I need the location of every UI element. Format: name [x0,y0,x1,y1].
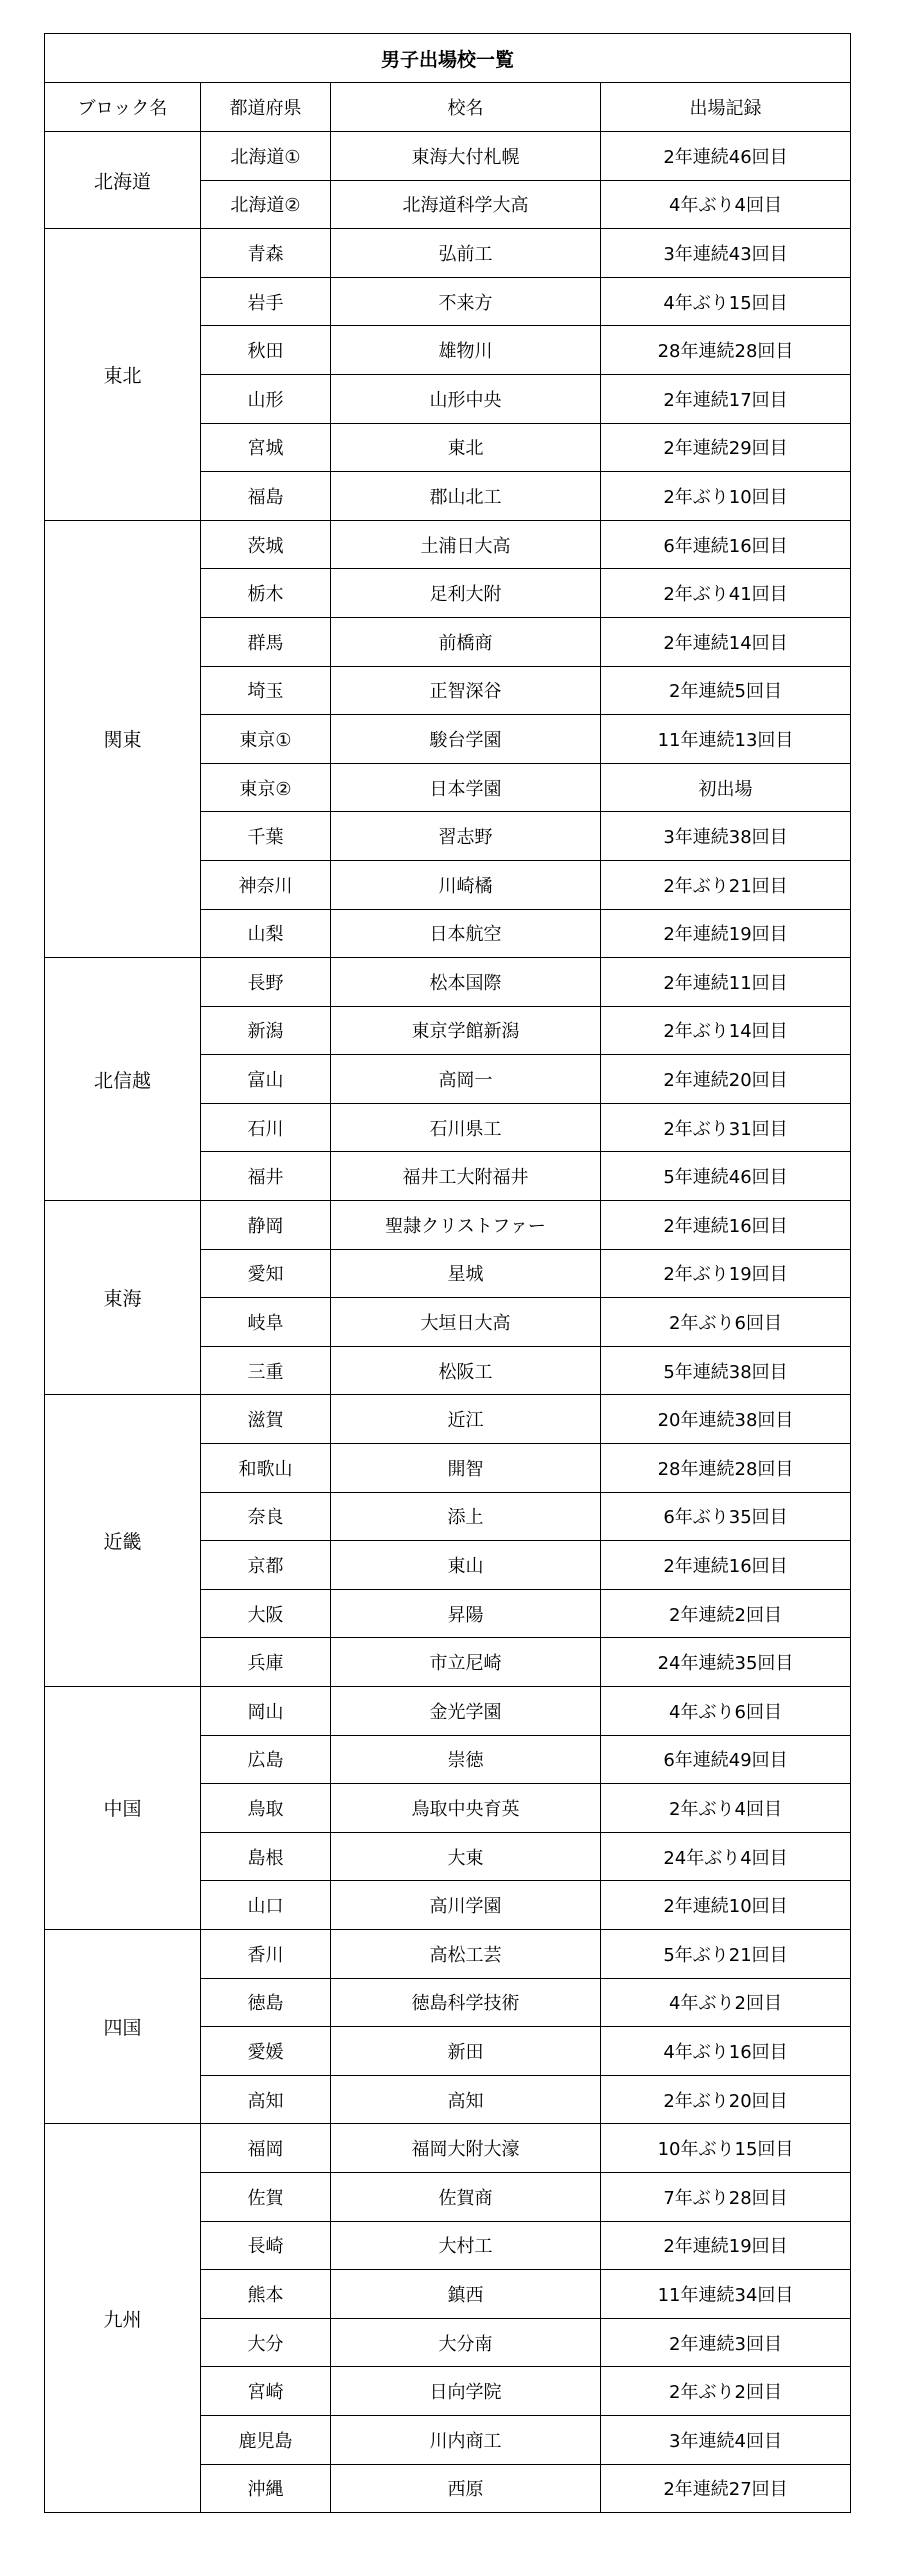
school-cell: 日本航空 [331,909,601,958]
school-cell: 日向学院 [331,2367,601,2416]
school-cell: 新田 [331,2027,601,2076]
school-cell: 松阪工 [331,1346,601,1395]
block-name-cell: 北海道 [45,132,201,229]
record-cell: 2年連続17回目 [601,374,851,423]
header-school: 校名 [331,83,601,132]
title-row [45,34,851,83]
prefecture-cell: 和歌山 [201,1444,331,1493]
school-cell: 習志野 [331,812,601,861]
table-row [45,229,851,278]
school-cell: 崇徳 [331,1735,601,1784]
record-cell: 2年連続2回目 [601,1589,851,1638]
school-cell: 松本国際 [331,958,601,1007]
school-cell: 佐賀商 [331,2172,601,2221]
record-cell: 5年連続46回目 [601,1152,851,1201]
table-body [45,132,851,2513]
prefecture-cell: 青森 [201,229,331,278]
record-cell: 6年ぶり35回目 [601,1492,851,1541]
record-cell: 2年連続11回目 [601,958,851,1007]
block-name-cell: 東北 [45,229,201,521]
prefecture-cell: 愛知 [201,1249,331,1298]
record-cell: 2年連続46回目 [601,132,851,181]
block-name-cell: 近畿 [45,1395,201,1687]
school-cell: 足利大附 [331,569,601,618]
school-cell: 東京学館新潟 [331,1006,601,1055]
school-cell: 鳥取中央育英 [331,1784,601,1833]
prefecture-cell: 神奈川 [201,860,331,909]
prefecture-cell: 滋賀 [201,1395,331,1444]
block-name-cell: 関東 [45,520,201,957]
prefecture-cell: 石川 [201,1103,331,1152]
prefecture-cell: 大阪 [201,1589,331,1638]
table-row [45,1687,851,1736]
prefecture-cell: 栃木 [201,569,331,618]
prefecture-cell: 東京① [201,715,331,764]
block-name-cell: 東海 [45,1201,201,1395]
prefecture-cell: 静岡 [201,1201,331,1250]
block-name-cell: 四国 [45,1929,201,2123]
record-cell: 2年連続16回目 [601,1541,851,1590]
table-row [45,1929,851,1978]
school-cell: 前橋商 [331,617,601,666]
prefecture-cell: 長野 [201,958,331,1007]
record-cell: 2年連続3回目 [601,2318,851,2367]
record-cell: 6年連続49回目 [601,1735,851,1784]
prefecture-cell: 徳島 [201,1978,331,2027]
prefecture-cell: 岩手 [201,277,331,326]
prefecture-cell: 愛媛 [201,2027,331,2076]
record-cell: 24年ぶり4回目 [601,1832,851,1881]
record-cell: 4年ぶり4回目 [601,180,851,229]
record-cell: 4年ぶり16回目 [601,2027,851,2076]
block-name-cell: 中国 [45,1687,201,1930]
record-cell: 28年連続28回目 [601,1444,851,1493]
prefecture-cell: 山形 [201,374,331,423]
record-cell: 2年ぶり4回目 [601,1784,851,1833]
table-row [45,1201,851,1250]
school-cell: 鎮西 [331,2270,601,2319]
table-row [45,2124,851,2173]
prefecture-cell: 鹿児島 [201,2415,331,2464]
school-cell: 東北 [331,423,601,472]
record-cell: 3年連続38回目 [601,812,851,861]
prefecture-cell: 北海道① [201,132,331,181]
prefecture-cell: 沖縄 [201,2464,331,2513]
prefecture-cell: 埼玉 [201,666,331,715]
prefecture-cell: 富山 [201,1055,331,1104]
school-cell: 北海道科学大高 [331,180,601,229]
record-cell: 11年連続13回目 [601,715,851,764]
prefecture-cell: 鳥取 [201,1784,331,1833]
school-cell: 西原 [331,2464,601,2513]
header-record: 出場記録 [601,83,851,132]
prefecture-cell: 長崎 [201,2221,331,2270]
school-cell: 高川学園 [331,1881,601,1930]
record-cell: 28年連続28回目 [601,326,851,375]
school-cell: 東山 [331,1541,601,1590]
record-cell: 2年連続19回目 [601,909,851,958]
school-cell: 福岡大附大濠 [331,2124,601,2173]
prefecture-cell: 高知 [201,2075,331,2124]
prefecture-cell: 茨城 [201,520,331,569]
prefecture-cell: 三重 [201,1346,331,1395]
prefecture-cell: 東京② [201,763,331,812]
prefecture-cell: 福島 [201,472,331,521]
header-row [45,83,851,132]
participants-table [44,33,851,2513]
school-cell: 大東 [331,1832,601,1881]
prefecture-cell: 北海道② [201,180,331,229]
prefecture-cell: 宮崎 [201,2367,331,2416]
record-cell: 2年連続19回目 [601,2221,851,2270]
school-cell: 正智深谷 [331,666,601,715]
header-block: ブロック名 [45,83,201,132]
school-cell: 開智 [331,1444,601,1493]
school-cell: 駿台学園 [331,715,601,764]
record-cell: 2年連続16回目 [601,1201,851,1250]
record-cell: 24年連続35回目 [601,1638,851,1687]
school-cell: 福井工大附福井 [331,1152,601,1201]
school-cell: 東海大付札幌 [331,132,601,181]
record-cell: 3年連続43回目 [601,229,851,278]
record-cell: 11年連続34回目 [601,2270,851,2319]
school-cell: 大分南 [331,2318,601,2367]
record-cell: 4年ぶり2回目 [601,1978,851,2027]
record-cell: 3年連続4回目 [601,2415,851,2464]
school-cell: 日本学園 [331,763,601,812]
table-title: 男子出場校一覧 [45,34,851,83]
record-cell: 2年ぶり6回目 [601,1298,851,1347]
school-cell: 近江 [331,1395,601,1444]
prefecture-cell: 秋田 [201,326,331,375]
block-name-cell: 北信越 [45,958,201,1201]
record-cell: 7年ぶり28回目 [601,2172,851,2221]
prefecture-cell: 福井 [201,1152,331,1201]
school-cell: 石川県工 [331,1103,601,1152]
header-prefecture: 都道府県 [201,83,331,132]
record-cell: 2年連続5回目 [601,666,851,715]
school-cell: 高知 [331,2075,601,2124]
record-cell: 初出場 [601,763,851,812]
prefecture-cell: 大分 [201,2318,331,2367]
record-cell: 2年ぶり41回目 [601,569,851,618]
prefecture-cell: 香川 [201,1929,331,1978]
school-cell: 昇陽 [331,1589,601,1638]
school-cell: 高松工芸 [331,1929,601,1978]
school-cell: 山形中央 [331,374,601,423]
record-cell: 10年ぶり15回目 [601,2124,851,2173]
prefecture-cell: 岡山 [201,1687,331,1736]
record-cell: 20年連続38回目 [601,1395,851,1444]
school-cell: 大村工 [331,2221,601,2270]
prefecture-cell: 宮城 [201,423,331,472]
prefecture-cell: 千葉 [201,812,331,861]
prefecture-cell: 山口 [201,1881,331,1930]
record-cell: 2年連続29回目 [601,423,851,472]
school-cell: 雄物川 [331,326,601,375]
record-cell: 5年ぶり21回目 [601,1929,851,1978]
prefecture-cell: 島根 [201,1832,331,1881]
block-name-cell: 九州 [45,2124,201,2513]
prefecture-cell: 福岡 [201,2124,331,2173]
record-cell: 6年連続16回目 [601,520,851,569]
record-cell: 2年連続14回目 [601,617,851,666]
school-cell: 大垣日大高 [331,1298,601,1347]
prefecture-cell: 兵庫 [201,1638,331,1687]
prefecture-cell: 京都 [201,1541,331,1590]
table-row [45,520,851,569]
prefecture-cell: 新潟 [201,1006,331,1055]
prefecture-cell: 山梨 [201,909,331,958]
school-cell: 弘前工 [331,229,601,278]
record-cell: 4年ぶり15回目 [601,277,851,326]
school-cell: 不来方 [331,277,601,326]
table-row [45,132,851,181]
school-cell: 高岡一 [331,1055,601,1104]
school-cell: 川崎橘 [331,860,601,909]
school-cell: 星城 [331,1249,601,1298]
record-cell: 2年ぶり21回目 [601,860,851,909]
record-cell: 2年連続10回目 [601,1881,851,1930]
school-cell: 土浦日大高 [331,520,601,569]
school-cell: 金光学園 [331,1687,601,1736]
school-cell: 徳島科学技術 [331,1978,601,2027]
prefecture-cell: 奈良 [201,1492,331,1541]
school-cell: 聖隷クリストファー [331,1201,601,1250]
prefecture-cell: 広島 [201,1735,331,1784]
record-cell: 2年ぶり10回目 [601,472,851,521]
record-cell: 2年ぶり20回目 [601,2075,851,2124]
school-cell: 添上 [331,1492,601,1541]
record-cell: 2年連続27回目 [601,2464,851,2513]
prefecture-cell: 群馬 [201,617,331,666]
table-row [45,1395,851,1444]
prefecture-cell: 佐賀 [201,2172,331,2221]
prefecture-cell: 熊本 [201,2270,331,2319]
record-cell: 2年ぶり19回目 [601,1249,851,1298]
school-cell: 市立尼崎 [331,1638,601,1687]
record-cell: 2年ぶり31回目 [601,1103,851,1152]
table-row [45,958,851,1007]
record-cell: 5年連続38回目 [601,1346,851,1395]
record-cell: 4年ぶり6回目 [601,1687,851,1736]
prefecture-cell: 岐阜 [201,1298,331,1347]
school-cell: 川内商工 [331,2415,601,2464]
record-cell: 2年ぶり2回目 [601,2367,851,2416]
school-cell: 郡山北工 [331,472,601,521]
record-cell: 2年ぶり14回目 [601,1006,851,1055]
record-cell: 2年連続20回目 [601,1055,851,1104]
